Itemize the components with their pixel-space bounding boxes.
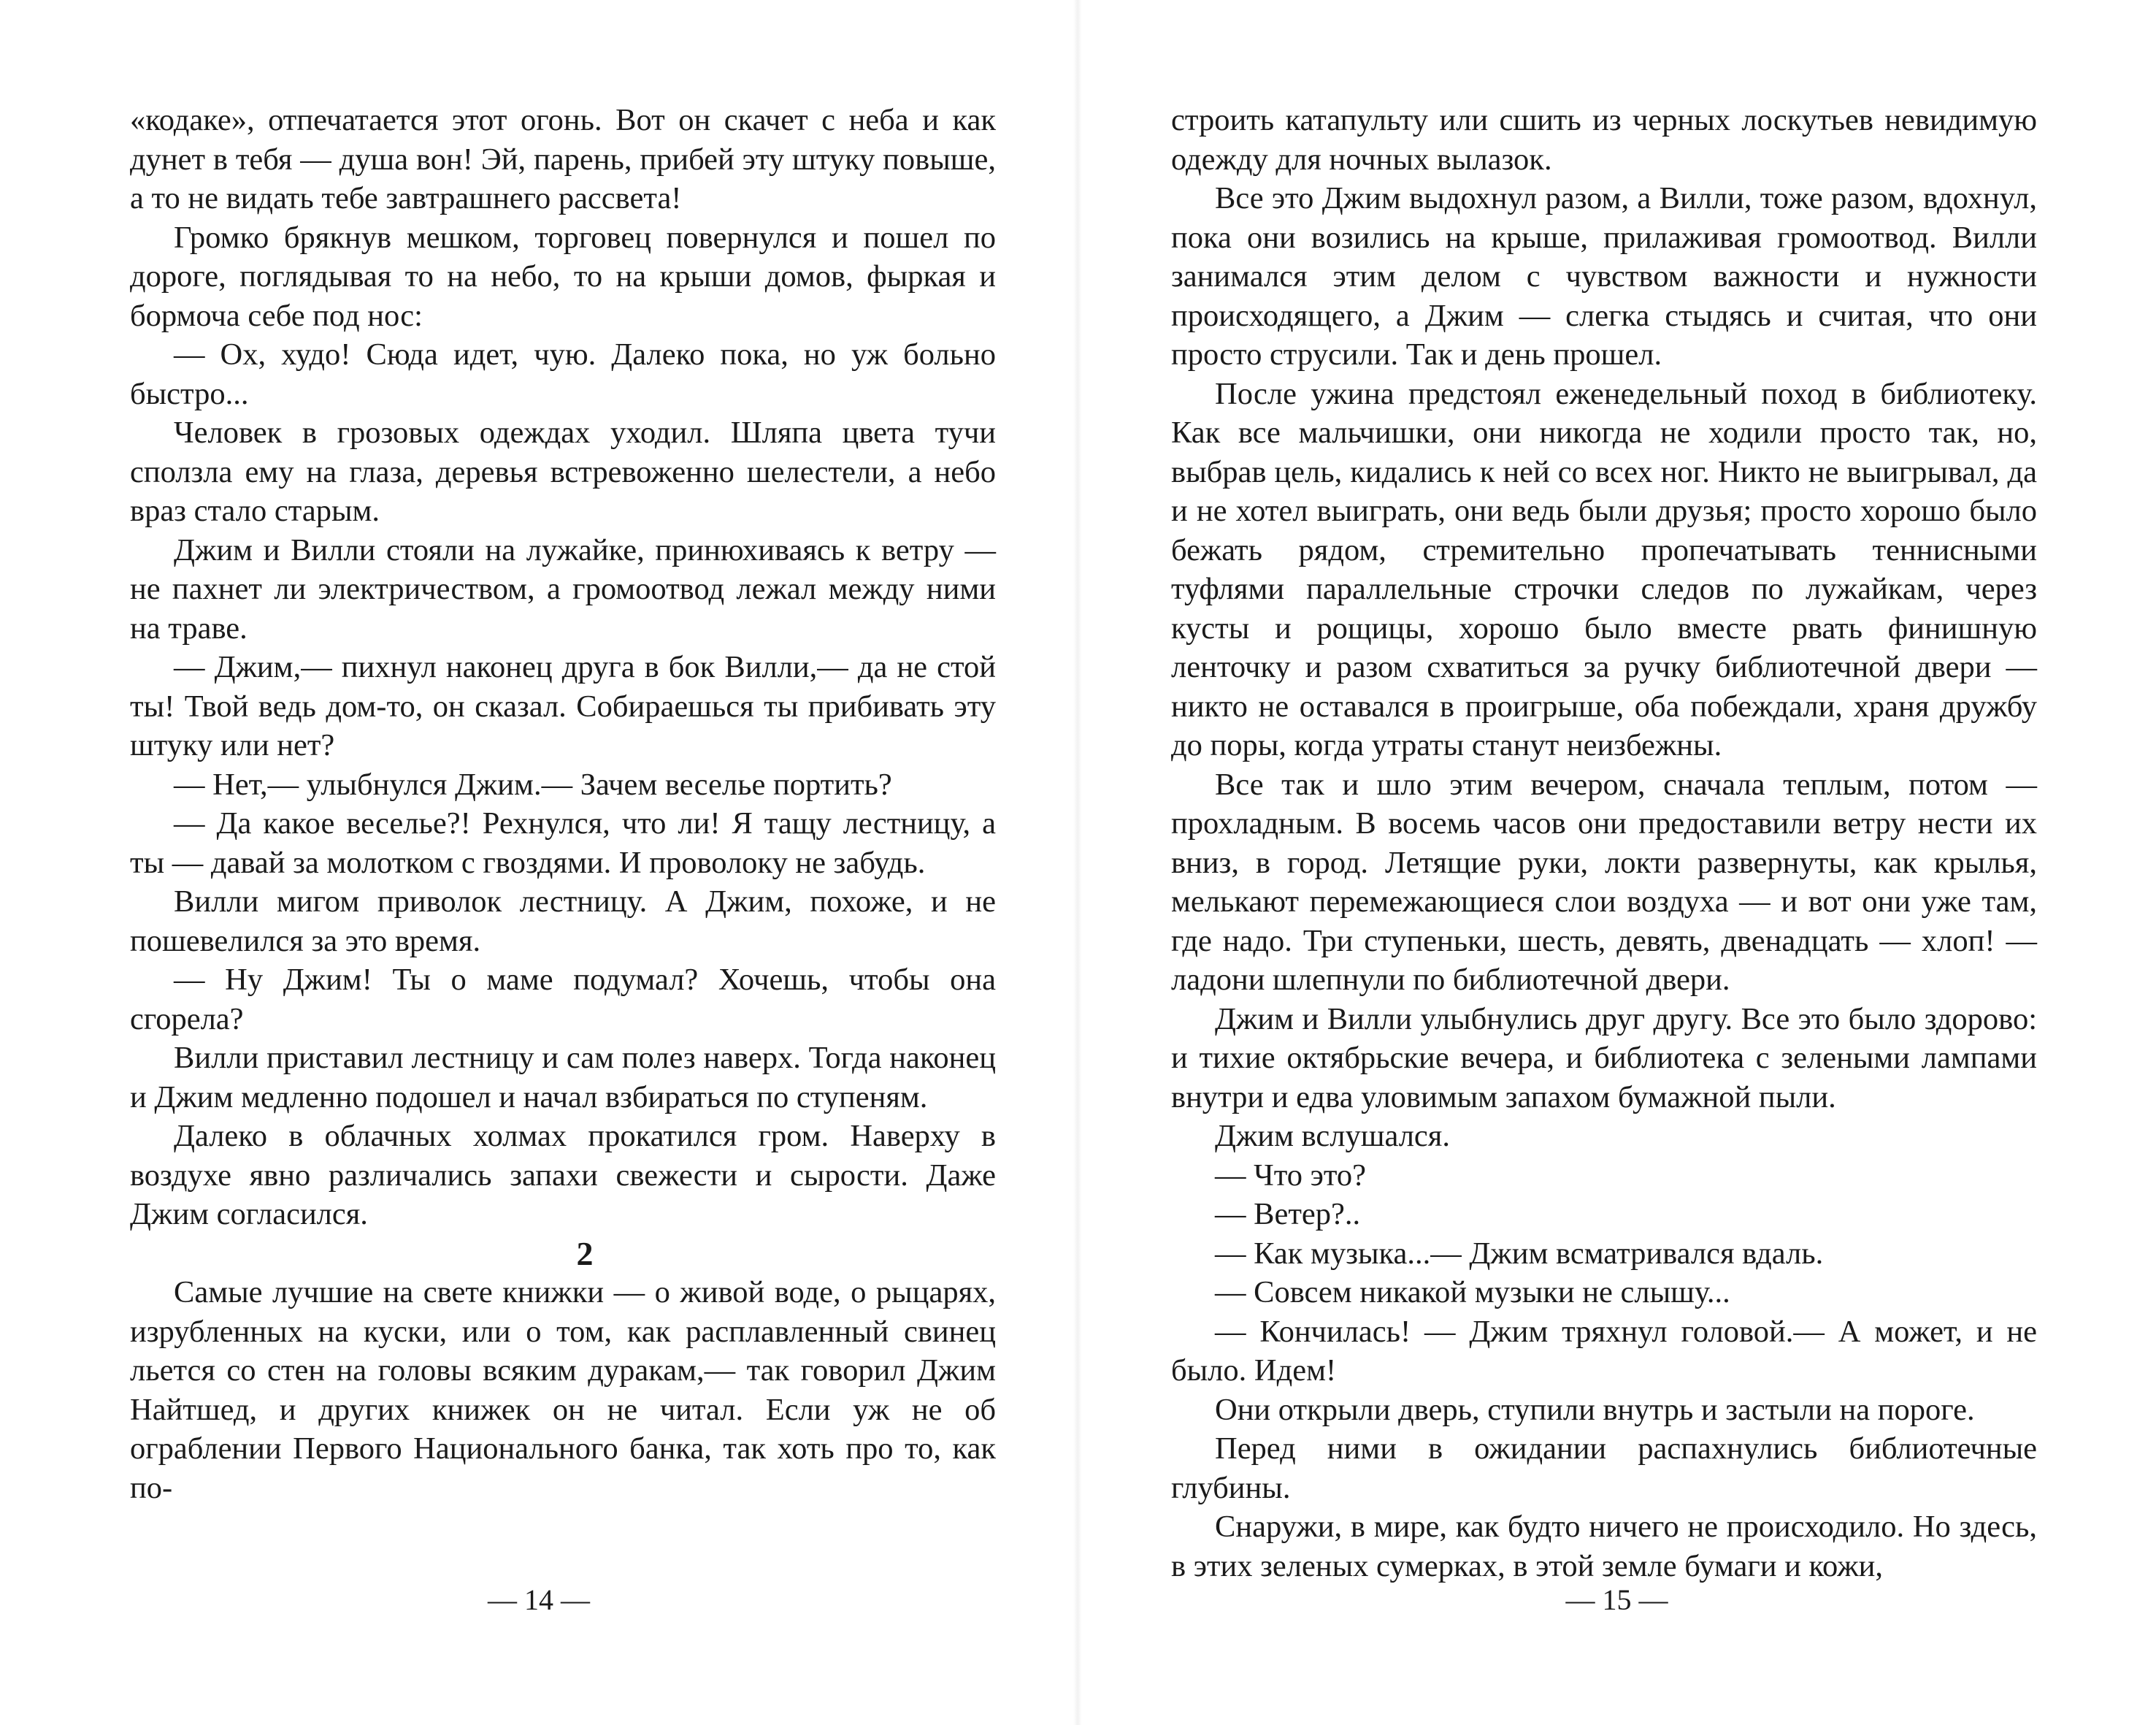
paragraph: Все так и шло этим вечером, сначала теплым, потом — прохладным. В восемь часов они предоставили ветру нести их вниз, в город. Летящие руки, локти развернуты, как крылья, мелькают перемежающиеся слои воздуха — и вот они уже там, где надо. Три ступеньки, шесть, девять, двенадцать — хлоп! — ладони шлепнули по библиотечной двери. [1171,767,2037,997]
left-page-text [130,101,996,1507]
paragraph: — Кончилась! — Джим тряхнул головой.— А может, и не было. Идем! [1171,1314,2037,1388]
paragraph: Перед ними в ожидании распахнулись библиотечные глубины. [1171,1431,2037,1505]
right-page-text [1171,101,2037,1586]
paragraph: Все это Джим выдохнул разом, а Вилли, тоже разом, вдохнул, пока они возились на крыше, прилаживая громоотвод. Вилли занимался этим делом с чувством важности и нужности происходящего, а Джим — слегка стыдясь и считая, что они просто струсили. Так и день прошел. [1171,181,2037,372]
paragraph: Самые лучшие на свете книжки — о живой воде, о рыцарях, изрубленных на куски, или о том, как расплавленный свинец льется со стен на головы всяким дуракам,— так говорил Джим Найтшед, и других книжек он не читал. Если уж не об ограблении Первого Национального банка, так хоть про то, как по- [130,1275,996,1505]
paragraph: Снаружи, в мире, как будто ничего не происходило. Но здесь, в этих зеленых сумерках, в этой земле бумаги и кожи, [1171,1510,2037,1583]
paragraph: — Ох, худо! Сюда идет, чую. Далеко пока, но уж больно быстро... [130,337,996,411]
chapter-number: 2 [576,1234,594,1272]
page-number: — 15 — [1565,1583,1668,1616]
paragraph: После ужина предстоял еженедельный поход в библиотеку. Как все мальчишки, они никогда не ходили просто так, но, выбрав цель, кидались к ней со всех ног. Никто не выигрывал, да и не хотел выиграть, они ведь были друзья; просто хорошо было бежать рядом, стремительно пропечатывать теннисными туфлями параллельные строчки следов по лужайкам, через кусты и рощицы, хорошо было вместе рвать финишную ленточку и разом схватиться за ручку библиотечной двери — никто не оставался в проигрыше, оба побеждали, храня дружбу до поры, когда утраты станут неизбежны. [1171,376,2037,762]
paragraph: Джим и Вилли улыбнулись друг другу. Все это было здорово: и тихие октябрьские вечера, и библиотека с зелеными лампами внутри и едва уловимым запахом бумажной пыли. [1171,1001,2037,1114]
paragraph: Они открыли дверь, ступили внутрь и застыли на пороге. [1215,1392,1975,1427]
paragraph: — Ветер?.. [1215,1197,1361,1231]
paragraph: — Да какое веселье?! Рехнулся, что ли! Я тащу лестницу, а ты — давай за молотком с гвоздями. И проволоку не забудь. [130,806,996,880]
paragraph: — Как музыка...— Джим всматривался вдаль. [1215,1236,1824,1271]
paragraph: Джим вслушался. [1215,1119,1450,1153]
page-number: — 14 — [488,1583,590,1616]
paragraph: Джим и Вилли стояли на лужайке, принюхиваясь к ветру — не пахнет ли электричеством, а громоотвод лежал между ними на траве. [130,532,996,646]
paragraph: Человек в грозовых одеждах уходил. Шляпа цвета тучи сползла ему на глаза, деревья встревоженно шелестели, а небо враз стало старым. [130,416,996,528]
paragraph: — Нет,— улыбнулся Джим.— Зачем веселье портить? [174,767,892,802]
paragraph: Далеко в облачных холмах прокатился гром. Наверху в воздухе явно различались запахи свежести и сырости. Даже Джим согласился. [130,1119,996,1231]
paragraph: — Ну Джим! Ты о маме подумал? Хочешь, чтобы она сгорела? [130,963,996,1036]
paragraph: Вилли мигом приволок лестницу. А Джим, похоже, и не пошевелился за это время. [130,884,996,958]
paragraph: Вилли приставил лестницу и сам полез наверх. Тогда наконец и Джим медленно подошел и начал взбираться по ступеням. [130,1041,996,1114]
paragraph: — Джим,— пихнул наконец друга в бок Вилли,— да не стой ты! Твой ведь дом-то, он сказал. Собираешься ты прибивать эту штуку или нет? [130,650,996,762]
paragraph: — Что это? [1215,1158,1367,1193]
right-page [1078,0,2156,1725]
paragraph: «кодаке», отпечатается этот огонь. Вот он скачет с неба и как дунет в тебя — душа вон! Эй, парень, прибей эту штуку повыше, а то не видать тебе завтрашнего рассвета! [130,103,996,215]
paragraph: — Совсем никакой музыки не слышу... [1215,1275,1730,1309]
paragraph: строить катапульту или сшить из черных лоскутьев невидимую одежду для ночных вылазок. [1171,103,2037,177]
paragraph: Громко брякнув мешком, торговец повернулся и пошел по дороге, поглядывая то на небо, то на крыши домов, фыркая и бормоча себе под нос: [130,220,996,333]
